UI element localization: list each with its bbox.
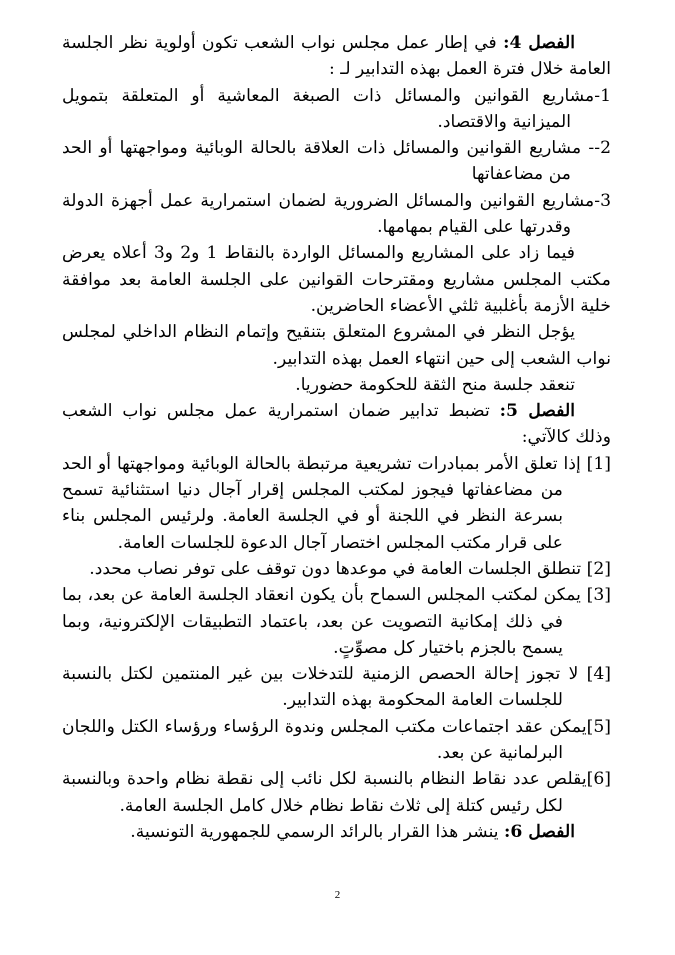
chapter-4-title: الفصل 4:: [503, 33, 576, 53]
chapter-4-paragraph-2: يؤجل النظر في المشروع المتعلق بتنقيح وإتمام النظام الداخلي لمجلس نواب الشعب إلى حين انتهاء العمل بهذه التدابير.: [62, 322, 611, 369]
page-number: 2: [334, 889, 341, 901]
chapter-4-item-2: 2-- مشاريع القوانين والمسائل ذات العلاقة بالحالة الوبائية ومواجهتها أو الحد من مضاعفاتها: [62, 138, 611, 185]
chapter-5-title: الفصل 5:: [499, 401, 575, 422]
chapter-6-title: الفصل 6:: [504, 821, 575, 842]
chapter-5-item-3: [3] يمكن لمكتب المجلس السماح بأن يكون انعقاد الجلسة العامة عن بعد، بما في ذلك إمكانية التصويت عن بعد، باعتماد التطبيقات الإلكترونية، وبما يسمح بالجزم باختيار كل مصوِّتٍ.: [62, 585, 611, 658]
document-body: [62, 30, 611, 845]
chapter-5-item-4: [4] لا تجوز إحالة الحصص الزمنية للتدخلات بين غير المنتمين لكتل بالنسبة للجلسات العامة المحكومة بهذه التدابير.: [62, 664, 611, 711]
chapter-5-item-6: [6]يقلص عدد نقاط النظام بالنسبة لكل نائب إلى نقطة نظام واحدة وبالنسبة لكل رئيس كتلة إلى ثلاث نقاط نظام خلال كامل الجلسة العامة.: [62, 769, 611, 816]
chapter-5-item-1: [1] إذا تعلق الأمر بمبادرات تشريعية مرتبطة بالحالة الوبائية ومواجهتها أو الحد من مضاعفاتها فيجوز لمكتب المجلس إقرار آجال دنيا استثنائية تسمح بسرعة النظر في اللجنة أو في الجلسة العامة. ولرئيس المجلس بناء على قرار مكتب المجلس اختصار آجال الدعوة للجلسات العامة.: [62, 453, 611, 553]
chapter-5-item-5: [5]يمكن عقد اجتماعات مكتب المجلس وندوة الرؤساء ورؤساء الكتل واللجان البرلمانية عن بعد.: [62, 716, 611, 764]
chapter-4-item-1: 1-مشاريع القوانين والمسائل ذات الصبغة المعاشية أو المتعلقة بتمويل الميزانية والاقتصاد.: [62, 85, 611, 132]
chapter-6: [62, 819, 611, 845]
chapter-4-paragraph-1: فيما زاد على المشاريع والمسائل الواردة بالنقاط 1 و2 و3 أعلاه يعرض مكتب المجلس مشاريع ومقترحات القوانين على الجلسة العامة بعد موافقة خلية الأزمة بأغلبية ثلثي الأعضاء الحاضرين.: [62, 243, 611, 316]
chapter-5-intro: [62, 398, 611, 451]
chapter-4-intro-text: في إطار عمل مجلس نواب الشعب تكون أولوية نظر الجلسة العامة خلال فترة العمل بهذه التدابير لـ :: [62, 33, 611, 80]
chapter-5-item-2: [2] تنطلق الجلسات العامة في موعدها دون توقف على توفر نصاب محدد.: [89, 558, 611, 579]
chapter-5-intro-text: تضبط تدابير ضمان استمرارية عمل مجلس نواب الشعب وذلك كالآتي:: [62, 401, 611, 448]
chapter-6-text: ينشر هذا القرار بالرائد الرسمي للجمهورية التونسية.: [130, 821, 499, 842]
chapter-4-paragraph-3: تنعقد جلسة منح الثقة للحكومة حضوريا.: [295, 374, 575, 395]
chapter-4-intro: [62, 30, 611, 83]
chapter-4-item-3: 3-مشاريع القوانين والمسائل الضرورية لضمان استمرارية عمل أجهزة الدولة وقدرتها على القيام بمهامها.: [62, 190, 611, 238]
